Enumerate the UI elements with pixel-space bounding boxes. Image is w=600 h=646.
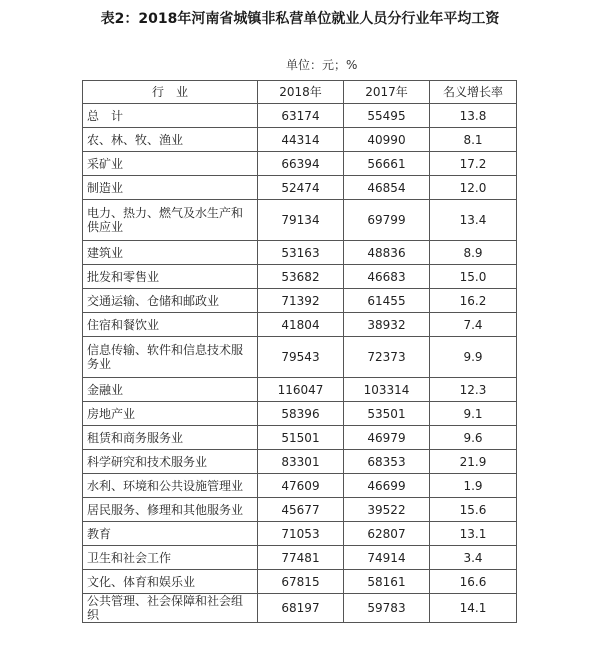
table-row <box>83 474 517 498</box>
industry-cell: 卫生和社会工作 <box>83 546 258 570</box>
table-row <box>83 426 517 450</box>
value-2017-cell: 46854 <box>344 176 430 200</box>
value-2018-cell: 63174 <box>258 104 344 128</box>
value-2017-cell: 55495 <box>344 104 430 128</box>
industry-cell: 科学研究和技术服务业 <box>83 450 258 474</box>
table-header-row <box>83 81 517 104</box>
header-2017: 2017年 <box>344 81 430 104</box>
value-2018-cell: 51501 <box>258 426 344 450</box>
value-2017-cell: 48836 <box>344 241 430 265</box>
value-2018-cell: 79543 <box>258 337 344 378</box>
value-2017-cell: 39522 <box>344 498 430 522</box>
value-2018-cell: 83301 <box>258 450 344 474</box>
value-2017-cell: 68353 <box>344 450 430 474</box>
industry-cell: 居民服务、修理和其他服务业 <box>83 498 258 522</box>
table-row <box>83 152 517 176</box>
growth-rate-cell: 13.4 <box>430 200 517 241</box>
industry-cell: 教育 <box>83 522 258 546</box>
industry-cell: 公共管理、社会保障和社会组织 <box>83 594 258 623</box>
table-row <box>83 570 517 594</box>
value-2017-cell: 59783 <box>344 594 430 623</box>
value-2018-cell: 71392 <box>258 289 344 313</box>
table-row <box>83 546 517 570</box>
industry-cell: 文化、体育和娱乐业 <box>83 570 258 594</box>
growth-rate-cell: 9.6 <box>430 426 517 450</box>
growth-rate-cell: 9.9 <box>430 337 517 378</box>
growth-rate-cell: 15.0 <box>430 265 517 289</box>
industry-cell: 批发和零售业 <box>83 265 258 289</box>
table-row <box>83 265 517 289</box>
growth-rate-cell: 3.4 <box>430 546 517 570</box>
table-row <box>83 522 517 546</box>
growth-rate-cell: 13.1 <box>430 522 517 546</box>
unit-note: 单位：元；% <box>286 58 358 72</box>
table-row <box>83 104 517 128</box>
table-row <box>83 313 517 337</box>
growth-rate-cell: 14.1 <box>430 594 517 623</box>
value-2017-cell: 53501 <box>344 402 430 426</box>
value-2017-cell: 69799 <box>344 200 430 241</box>
value-2018-cell: 44314 <box>258 128 344 152</box>
value-2018-cell: 116047 <box>258 378 344 402</box>
header-2018: 2018年 <box>258 81 344 104</box>
value-2018-cell: 53682 <box>258 265 344 289</box>
value-2018-cell: 79134 <box>258 200 344 241</box>
industry-cell: 建筑业 <box>83 241 258 265</box>
table-row <box>83 402 517 426</box>
value-2017-cell: 38932 <box>344 313 430 337</box>
growth-rate-cell: 15.6 <box>430 498 517 522</box>
table-row <box>83 128 517 152</box>
table-row <box>83 594 517 623</box>
table-row <box>83 337 517 378</box>
value-2017-cell: 72373 <box>344 337 430 378</box>
industry-cell: 信息传输、软件和信息技术服务业 <box>83 337 258 378</box>
industry-cell: 住宿和餐饮业 <box>83 313 258 337</box>
value-2017-cell: 46979 <box>344 426 430 450</box>
industry-cell: 制造业 <box>83 176 258 200</box>
table-row <box>83 176 517 200</box>
value-2017-cell: 58161 <box>344 570 430 594</box>
value-2018-cell: 58396 <box>258 402 344 426</box>
industry-cell: 租赁和商务服务业 <box>83 426 258 450</box>
value-2017-cell: 103314 <box>344 378 430 402</box>
wage-table <box>82 80 517 623</box>
value-2017-cell: 46683 <box>344 265 430 289</box>
table-row <box>83 378 517 402</box>
growth-rate-cell: 13.8 <box>430 104 517 128</box>
growth-rate-cell: 12.0 <box>430 176 517 200</box>
growth-rate-cell: 8.9 <box>430 241 517 265</box>
growth-rate-cell: 17.2 <box>430 152 517 176</box>
value-2017-cell: 61455 <box>344 289 430 313</box>
growth-rate-cell: 1.9 <box>430 474 517 498</box>
growth-rate-cell: 16.6 <box>430 570 517 594</box>
industry-cell: 房地产业 <box>83 402 258 426</box>
industry-cell: 水利、环境和公共设施管理业 <box>83 474 258 498</box>
industry-cell: 交通运输、仓储和邮政业 <box>83 289 258 313</box>
growth-rate-cell: 8.1 <box>430 128 517 152</box>
industry-cell: 农、林、牧、渔业 <box>83 128 258 152</box>
growth-rate-cell: 9.1 <box>430 402 517 426</box>
value-2018-cell: 53163 <box>258 241 344 265</box>
growth-rate-cell: 12.3 <box>430 378 517 402</box>
value-2018-cell: 47609 <box>258 474 344 498</box>
value-2018-cell: 71053 <box>258 522 344 546</box>
document-title: 表2：2018年河南省城镇非私营单位就业人员分行业年平均工资 <box>100 11 500 27</box>
value-2017-cell: 74914 <box>344 546 430 570</box>
value-2017-cell: 46699 <box>344 474 430 498</box>
value-2018-cell: 67815 <box>258 570 344 594</box>
value-2018-cell: 68197 <box>258 594 344 623</box>
value-2017-cell: 62807 <box>344 522 430 546</box>
value-2018-cell: 66394 <box>258 152 344 176</box>
header-industry: 行 业 <box>83 81 258 104</box>
growth-rate-cell: 16.2 <box>430 289 517 313</box>
table-row <box>83 241 517 265</box>
table-row <box>83 450 517 474</box>
table-row <box>83 200 517 241</box>
industry-cell: 总 计 <box>83 104 258 128</box>
value-2017-cell: 40990 <box>344 128 430 152</box>
table-row <box>83 289 517 313</box>
industry-cell: 电力、热力、燃气及水生产和供应业 <box>83 200 258 241</box>
header-growth: 名义增长率 <box>430 81 517 104</box>
value-2018-cell: 77481 <box>258 546 344 570</box>
industry-cell: 金融业 <box>83 378 258 402</box>
table-row <box>83 498 517 522</box>
value-2018-cell: 52474 <box>258 176 344 200</box>
value-2018-cell: 45677 <box>258 498 344 522</box>
industry-cell: 采矿业 <box>83 152 258 176</box>
growth-rate-cell: 7.4 <box>430 313 517 337</box>
growth-rate-cell: 21.9 <box>430 450 517 474</box>
value-2018-cell: 41804 <box>258 313 344 337</box>
value-2017-cell: 56661 <box>344 152 430 176</box>
